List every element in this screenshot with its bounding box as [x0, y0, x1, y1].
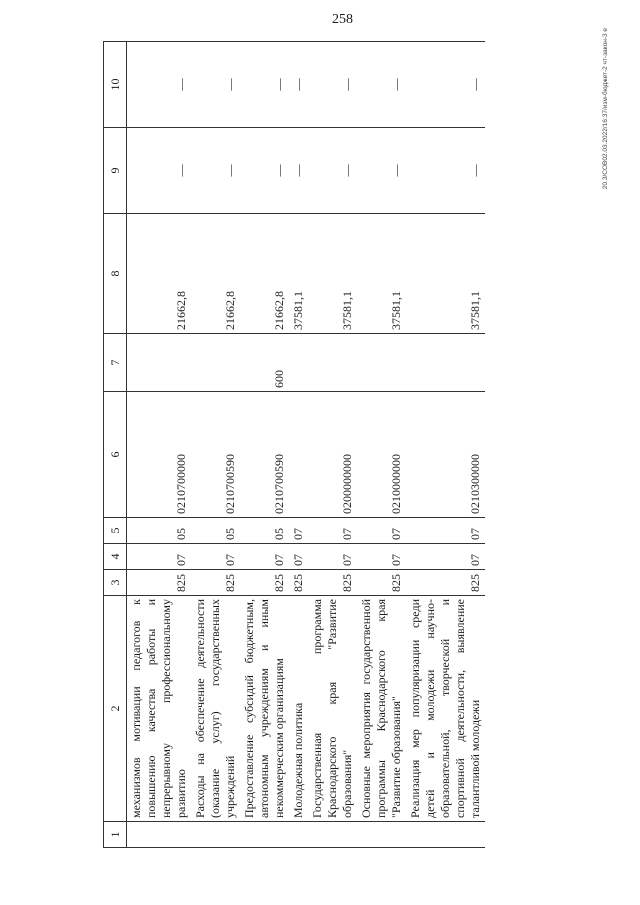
- cell-expense-type: [357, 334, 406, 392]
- cell-col9: —: [357, 128, 406, 214]
- cell-section: 07: [308, 544, 357, 570]
- table-row: [127, 42, 192, 848]
- cell-subsection: 05: [240, 518, 289, 544]
- table-row: [191, 42, 240, 848]
- header-cell: 5: [104, 518, 127, 544]
- cell-col9: —: [406, 128, 485, 214]
- cell-col9: —: [240, 128, 289, 214]
- cell-amount: 21662,8: [191, 214, 240, 334]
- cell-col9: —: [127, 128, 192, 214]
- cell-col10: —: [240, 42, 289, 128]
- cell-amount: 21662,8: [240, 214, 289, 334]
- cell-expense-type: [289, 334, 308, 392]
- header-cell: 2: [104, 596, 127, 822]
- cell-department: 825: [127, 570, 192, 596]
- header-cell: 8: [104, 214, 127, 334]
- table-row: [240, 42, 289, 848]
- cell-target-article: 0210700000: [127, 392, 192, 518]
- cell-expense-type: [308, 334, 357, 392]
- cell-number: [308, 822, 357, 848]
- cell-amount: 21662,8: [127, 214, 192, 334]
- cell-col9: —: [191, 128, 240, 214]
- cell-description: механизмов мотивации педагогов к повышению качества работы и непрерывному профессиональному развитию: [127, 596, 192, 822]
- cell-number: [127, 822, 192, 848]
- cell-col10: —: [308, 42, 357, 128]
- cell-target-article: 0200000000: [308, 392, 357, 518]
- cell-expense-type: [127, 334, 192, 392]
- cell-description: Предоставление субсидий бюджетным, автономным учреждениям и иным некоммерческим организациям: [240, 596, 289, 822]
- cell-target-article: [289, 392, 308, 518]
- cell-target-article: 0210000000: [357, 392, 406, 518]
- cell-section: 07: [191, 544, 240, 570]
- cell-section: 07: [406, 544, 485, 570]
- cell-target-article: 0210700590: [191, 392, 240, 518]
- cell-description: Реализация мер популяризации среди детей и молодежи научно-образовательной, творческой и спортивной деятельности, выявление талантливой молодежи: [406, 596, 485, 822]
- cell-department: 825: [406, 570, 485, 596]
- cell-number: [289, 822, 308, 848]
- header-cell: 9: [104, 128, 127, 214]
- cell-subsection: 07: [308, 518, 357, 544]
- cell-description: Молодежная политика: [289, 596, 308, 822]
- cell-number: [357, 822, 406, 848]
- cell-subsection: 05: [191, 518, 240, 544]
- cell-department: 825: [191, 570, 240, 596]
- cell-subsection: 07: [357, 518, 406, 544]
- cell-target-article: 0210300000: [406, 392, 485, 518]
- cell-col10: —: [289, 42, 308, 128]
- cell-col10: —: [191, 42, 240, 128]
- budget-table: [103, 41, 485, 848]
- table-row: [357, 42, 406, 848]
- cell-expense-type: 600: [240, 334, 289, 392]
- cell-amount: 37581,1: [308, 214, 357, 334]
- cell-number: [240, 822, 289, 848]
- cell-col9: —: [289, 128, 308, 214]
- budget-table-rotated: [103, 42, 607, 848]
- header-cell: 4: [104, 544, 127, 570]
- header-cell: 1: [104, 822, 127, 848]
- header-cell: 7: [104, 334, 127, 392]
- cell-section: 07: [127, 544, 192, 570]
- cell-subsection: 07: [289, 518, 308, 544]
- cell-department: 825: [240, 570, 289, 596]
- header-cell: 3: [104, 570, 127, 596]
- cell-number: [191, 822, 240, 848]
- cell-amount: 37581,1: [289, 214, 308, 334]
- cell-department: 825: [308, 570, 357, 596]
- cell-department: 825: [357, 570, 406, 596]
- table-row: [406, 42, 485, 848]
- cell-description: Государственная программа Краснодарского края "Развитие образования": [308, 596, 357, 822]
- table-row: [308, 42, 357, 848]
- cell-expense-type: [406, 334, 485, 392]
- header-cell: 10: [104, 42, 127, 128]
- cell-col10: —: [357, 42, 406, 128]
- cell-subsection: 07: [406, 518, 485, 544]
- cell-amount: 37581,1: [357, 214, 406, 334]
- cell-col9: —: [308, 128, 357, 214]
- table-row: [289, 42, 308, 848]
- document-stamp: 20.3/COB02.03.2022/16:37/изм-бюджет-2 чт-закон-3 е: [602, 28, 609, 190]
- cell-col10: —: [406, 42, 485, 128]
- cell-col10: —: [127, 42, 192, 128]
- cell-amount: 37581,1: [406, 214, 485, 334]
- cell-section: 07: [240, 544, 289, 570]
- cell-section: 07: [289, 544, 308, 570]
- page-number: 258: [332, 12, 353, 27]
- header-cell: 6: [104, 392, 127, 518]
- cell-number: [406, 822, 485, 848]
- cell-description: Расходы на обеспечение деятельности (оказание услуг) государственных учреждений: [191, 596, 240, 822]
- cell-department: 825: [289, 570, 308, 596]
- cell-section: 07: [357, 544, 406, 570]
- cell-subsection: 05: [127, 518, 192, 544]
- table-header-row: [104, 42, 127, 848]
- cell-expense-type: [191, 334, 240, 392]
- cell-target-article: 0210700590: [240, 392, 289, 518]
- cell-description: Основные мероприятия государственной программы Краснодарского края "Развитие образования": [357, 596, 406, 822]
